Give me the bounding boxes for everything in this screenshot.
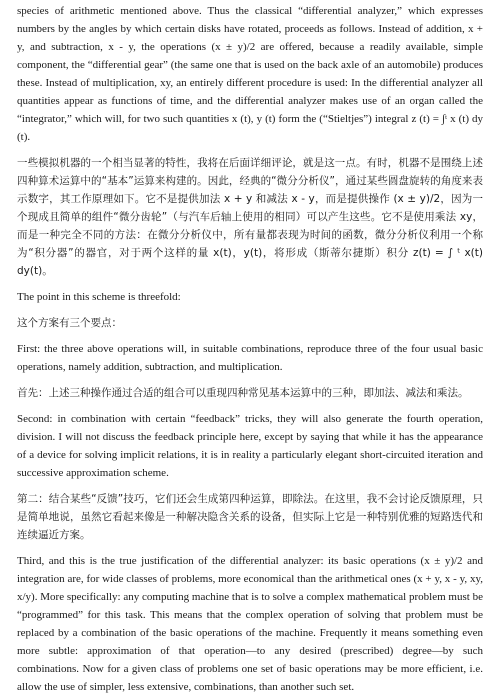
paragraph-first-point-zh: 首先：上述三种操作通过合适的组合可以重现四种常见基本运算中的三种，即加法、减法和乘法。 [17,387,469,399]
paragraph-threefold-zh: 这个方案有三个要点： [17,317,122,329]
paragraph-differential-analyzer-en: species of arithmetic mentioned above. Thus the classical “differential analyzer,” which expresses numbers by the angles by which certain disks have rotated, proceeds as follows. Instead of addition, x + y, and subtraction, x - y, the operations (x ± y)/2 are offered, because a readily available, simple component, the “differential gear” (the same one that is used on the back axle of an automobile) produces these. Instead of multiplication, xy, an entirely different procedure is used: In the differential analyzer all quantities appear as functions of time, and the differential analyzer makes use of an organ called the “integrator,” which will, for two such quantities x (t), y (t) form the (“Stieltjes”) integral z (t) = ∫ᵗ x (t) dy (t). [17,5,483,143]
paragraph-threefold-en: The point in this scheme is threefold: [17,291,181,303]
paragraph-second-point-en: Second: in combination with certain “feedback” tricks, they will also generate the fourth operation, division. I will not discuss the feedback principle here, except by saying that while it has the appearance of a device for solving implicit relations, it is in reality a particularly elegant short-circuited iteration and successive approximation scheme. [17,413,483,479]
paragraph-first-point-en: First: the three above operations will, in suitable combinations, reproduce three of the four usual basic operations, namely addition, subtraction, and multiplication. [17,343,483,373]
paragraph-second-point-zh: 第二：结合某些“反馈”技巧，它们还会生成第四种运算，即除法。在这里，我不会讨论反馈原理，只是简单地说，虽然它看起来像是一种解决隐含关系的设备，但实际上它是一种特别优雅的短路迭代和连续逼近方案。 [17,493,483,541]
paragraph-differential-analyzer-zh: 一些模拟机器的一个相当显著的特性，我将在后面详细评论，就是这一点。有时，机器不是围绕上述四种算术运算中的“基本”运算来构建的。因此，经典的“微分分析仪”，通过某些圆盘旋转的角度来表示数字，其工作原理如下。它不是提供加法 x + y 和减法 x - y，而是提供操作 (x ± y)/2，因为一个现成且简单的组件“微分齿轮”（与汽车后轴上使用的相同）可以产生这些。它不是使用乘法 xy，而是一种完全不同的方法：在微分分析仪中，所有量都表现为时间的函数，微分分析仪利用一个称为“积分器”的器官，对于两个这样的量 x(t)，y(t)，将形成（斯蒂尔捷斯）积分 z(t) = ∫ ᵗ x(t) dy(t)。 [17,157,483,277]
paragraph-third-point-en: Third, and this is the true justification of the differential analyzer: its basic operations (x ± y)/2 and integration are, for wide classes of problems, more economical than the arithmetical ones (x + y, x - y, xy, x/y). More specifically: any computing machine that is to solve a complex mathematical problem must be “programmed” for this task. This means that the complex operation of solving that problem must be replaced by a combination of the basic operations of the machine. Frequently it means something even more subtle: approximation of that operation—to any desired (prescribed) degree—by such combinations. Now for a given class of problems one set of basic operations may be more efficient, i.e. allow the use of simpler, less extensive, combinations, than another such set. [17,555,483,693]
